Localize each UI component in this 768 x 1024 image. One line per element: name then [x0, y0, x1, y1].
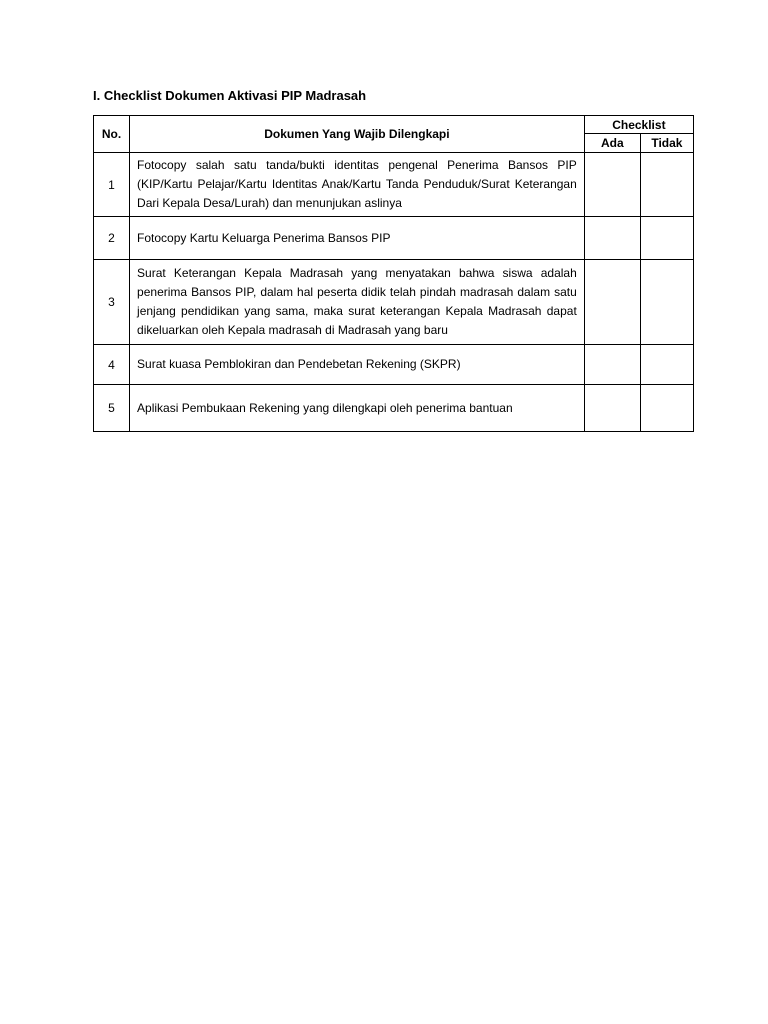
checkbox-tidak-cell[interactable]	[640, 345, 693, 385]
checkbox-tidak-cell[interactable]	[640, 385, 693, 432]
document-requirement: Fotocopy Kartu Keluarga Penerima Bansos PIP	[130, 217, 585, 260]
table-row	[94, 345, 694, 385]
row-number: 3	[94, 260, 130, 345]
header-ada: Ada	[584, 134, 640, 153]
document-requirement: Fotocopy salah satu tanda/bukti identitas pengenal Penerima Bansos PIP (KIP/Kartu Pelajar/Kartu Identitas Anak/Kartu Tanda Penduduk/Surat Keterangan Dari Kepala Desa/Lurah) dan menunjukan aslinya	[130, 153, 585, 217]
document-title: I. Checklist Dokumen Aktivasi PIP Madrasah	[93, 88, 367, 103]
checkbox-ada-cell[interactable]	[584, 345, 640, 385]
document-requirement: Surat kuasa Pemblokiran dan Pendebetan Rekening (SKPR)	[130, 345, 585, 385]
checklist-table	[93, 115, 694, 432]
checkbox-ada-cell[interactable]	[584, 153, 640, 217]
table-header-row	[94, 116, 694, 134]
table-row	[94, 385, 694, 432]
checkbox-ada-cell[interactable]	[584, 385, 640, 432]
header-checklist: Checklist	[584, 116, 693, 134]
row-number: 5	[94, 385, 130, 432]
header-document: Dokumen Yang Wajib Dilengkapi	[130, 116, 585, 153]
table-row	[94, 217, 694, 260]
checkbox-ada-cell[interactable]	[584, 217, 640, 260]
checkbox-tidak-cell[interactable]	[640, 260, 693, 345]
checkbox-tidak-cell[interactable]	[640, 217, 693, 260]
checkbox-ada-cell[interactable]	[584, 260, 640, 345]
checkbox-tidak-cell[interactable]	[640, 153, 693, 217]
row-number: 2	[94, 217, 130, 260]
document-requirement: Aplikasi Pembukaan Rekening yang dilengkapi oleh penerima bantuan	[130, 385, 585, 432]
table-row	[94, 153, 694, 217]
table-row	[94, 260, 694, 345]
header-no: No.	[94, 116, 130, 153]
header-tidak: Tidak	[640, 134, 693, 153]
row-number: 4	[94, 345, 130, 385]
row-number: 1	[94, 153, 130, 217]
document-requirement: Surat Keterangan Kepala Madrasah yang menyatakan bahwa siswa adalah penerima Bansos PIP, dalam hal peserta didik telah pindah madrasah dalam satu jenjang pendidikan yang sama, maka surat keterangan Kepala Madrasah dapat dikeluarkan oleh Kepala madrasah di Madrasah yang baru	[130, 260, 585, 345]
